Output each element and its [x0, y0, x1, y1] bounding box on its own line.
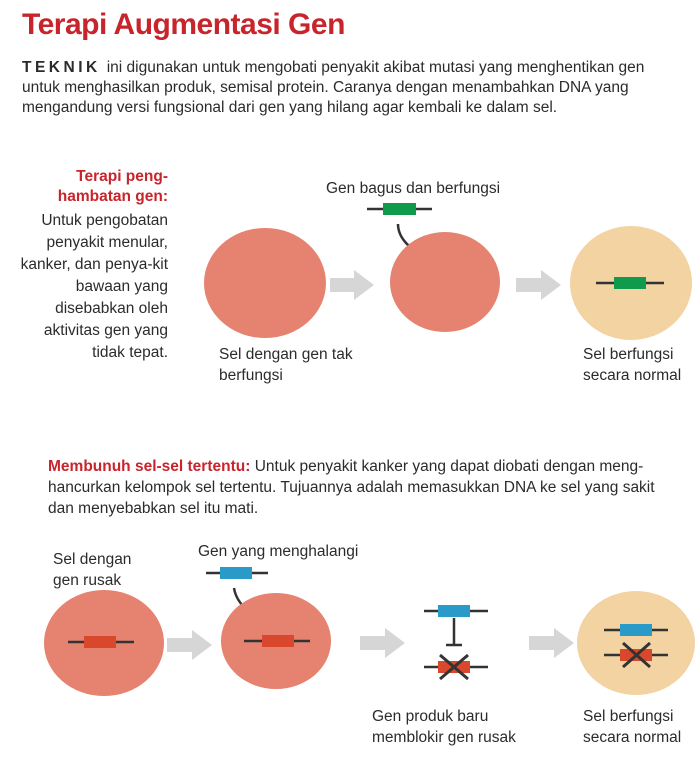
section2-heading: Membunuh sel-sel tertentu: [48, 458, 251, 475]
section1-cell-label: Sel dengan gen tak berfungsi [219, 346, 353, 384]
section2-result-label: Sel berfungsi secara normal [583, 708, 682, 746]
section1-heading-line2: hambatan gen: [57, 188, 168, 205]
healthy-cell-2 [577, 591, 695, 695]
gray-arrow-3 [167, 630, 212, 660]
section1-gene-label: Gen bagus dan berfungsi [326, 180, 501, 197]
gray-arrow-2 [516, 270, 561, 300]
block-diagram [424, 605, 488, 679]
section1-result-label: Sel berfungsi secara normal [583, 346, 682, 384]
gray-arrow-5 [529, 628, 574, 658]
section1-body: Untuk pengobatan penyakit menular, kanker, dan penya-kit bawaan yang disebabkan oleh aktivitas gen yang tidak tepat. [20, 212, 168, 361]
page-title: Terapi Augmentasi Gen [22, 8, 345, 41]
treated-cell-1 [390, 232, 500, 332]
good-gene-inserted [367, 203, 432, 215]
section2-block-label: Gen produk baru memblokir gen rusak [372, 708, 516, 746]
section2-cell-label: Sel dengan gen rusak [53, 551, 132, 589]
blocking-gene-inserted [206, 567, 268, 579]
gray-arrow-1 [330, 270, 374, 300]
section1-heading-line1: Terapi peng- [76, 168, 168, 185]
sick-cell-1 [204, 228, 326, 338]
intro-text: ini digunakan untuk mengobati penyakit akibat mutasi yang menghentikan gen untuk menghasilkan produk, semisal protein. Caranya dengan menambahkan DNA yang mengandung versi fungsional dari gen yang hilang agar kembali ke dalam sel. [22, 59, 645, 116]
gray-arrow-4 [360, 628, 405, 658]
section2-body: Untuk penyakit kanker yang dapat diobati dengan meng-hancurkan kelompok sel tertentu. Tujuannya adalah memasukkan DNA ke sel yang sakit dan menyebabkan sel itu mati. [48, 458, 655, 517]
intro-lead: TEKNIK [22, 59, 101, 76]
section2-gene-label: Gen yang menghalangi [198, 543, 359, 560]
